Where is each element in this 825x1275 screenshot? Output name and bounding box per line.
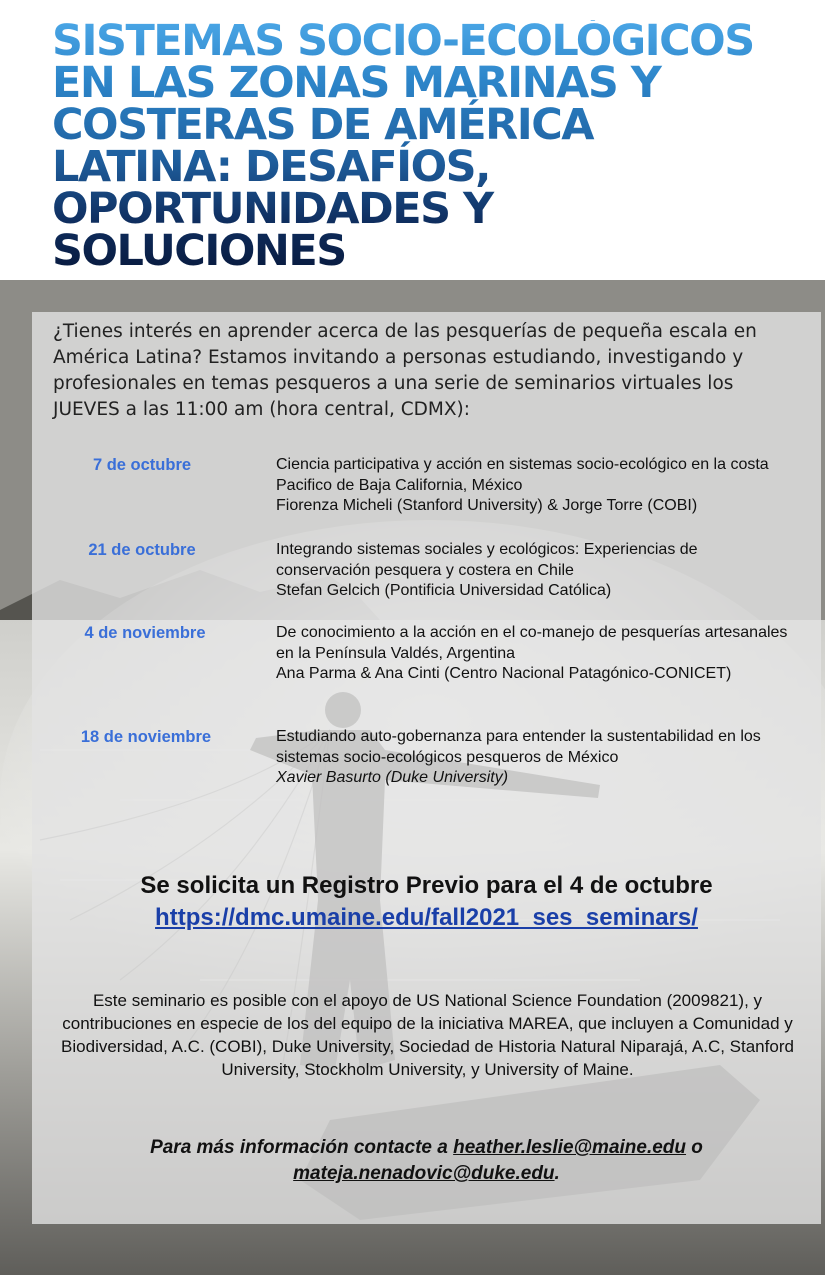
seminar-date: 7 de octubre bbox=[92, 456, 192, 474]
contact-prefix: Para más información contacte a bbox=[150, 1137, 454, 1158]
email-link-leslie[interactable]: heather.leslie@maine.edu bbox=[453, 1137, 687, 1158]
email-link-nenadovic[interactable]: mateja.nenadovic@duke.edu bbox=[293, 1163, 555, 1184]
registration-heading: Se solicita un Registro Previo para el 4 de octubre bbox=[140, 872, 713, 899]
contact-line bbox=[40, 1135, 813, 1187]
registration-link[interactable]: https://dmc.umaine.edu/fall2021_ses_seminars/ bbox=[155, 904, 698, 931]
seminar-topic: Estudiando auto-gobernanza para entender la sustentabilidad en los sistemas socio-ecológicos pesqueros de México bbox=[276, 728, 761, 766]
registration-block bbox=[32, 870, 821, 934]
support-paragraph: Este seminario es posible con el apoyo de US National Science Foundation (2009821), y contribuciones en especie de los del equipo de la iniciativa MAREA, que incluyen a Comunidad y Biodiversidad, A.C. (COBI), Duke University, Sociedad de Historia Natural Niparajá, A.C, Stanford University, Stockholm University, y University of Maine. bbox=[61, 991, 794, 1079]
contact-suffix: . bbox=[554, 1163, 560, 1184]
header bbox=[0, 0, 825, 280]
seminar-speaker: Ana Parma & Ana Cinti (Centro Nacional Patagónico-CONICET) bbox=[276, 665, 732, 682]
seminar-description bbox=[276, 455, 796, 517]
seminar-speaker: Fiorenza Micheli (Stanford University) & Jorge Torre (COBI) bbox=[276, 497, 698, 514]
seminar-topic: Integrando sistemas sociales y ecológicos: Experiencias de conservación pesquera y costera en Chile bbox=[276, 541, 698, 579]
contact-joiner: o bbox=[686, 1137, 703, 1158]
seminar-topic: Ciencia participativa y acción en sistemas socio-ecológico en la costa Pacifico de Baja California, México bbox=[276, 456, 769, 494]
seminar-description bbox=[276, 727, 796, 789]
seminar-date: 4 de noviembre bbox=[84, 624, 206, 642]
intro-paragraph: ¿Tienes interés en aprender acerca de las pesquerías de pequeña escala en América Latina? Estamos invitando a personas estudiando, investigando y profesionales en temas pesqueros a una serie de seminarios virtuales los JUEVES a las 11:00 am (hora central, CDMX): bbox=[53, 321, 757, 420]
seminar-description bbox=[276, 540, 796, 602]
seminar-description bbox=[276, 623, 796, 685]
seminar-speaker: Stefan Gelcich (Pontificia Universidad Católica) bbox=[276, 582, 612, 599]
seminar-speaker: Xavier Basurto (Duke University) bbox=[276, 769, 509, 786]
page-title: SISTEMAS SOCIO-ECOLÓGICOS EN LAS ZONAS MARINAS Y COSTERAS DE AMÉRICA LATINA: DESAFÍOS, OPORTUNIDADES Y SOLUCIONES bbox=[52, 20, 782, 272]
seminar-date: 18 de noviembre bbox=[80, 728, 212, 746]
seminar-date: 21 de octubre bbox=[88, 541, 196, 559]
seminar-topic: De conocimiento a la acción en el co-manejo de pesquerías artesanales en la Península Valdés, Argentina bbox=[276, 624, 788, 662]
